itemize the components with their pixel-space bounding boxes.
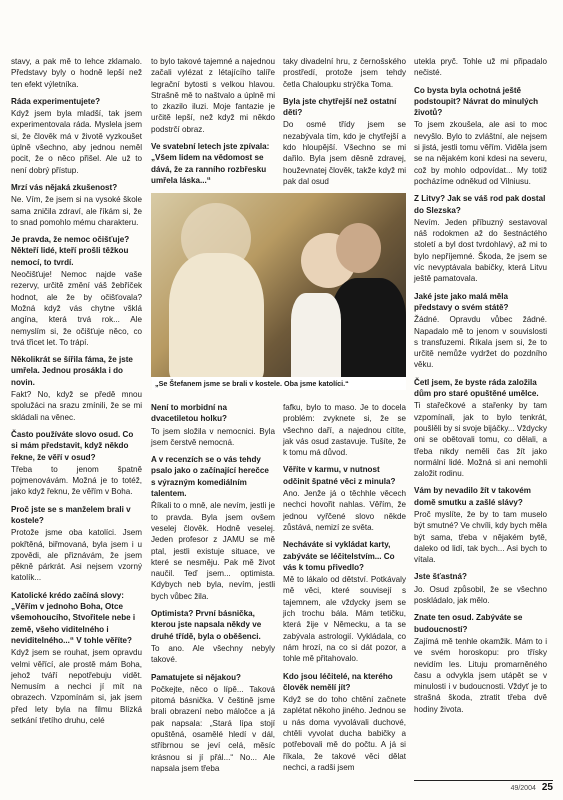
issue-number: 49/2004	[510, 785, 536, 792]
question: Vám by nevadilo žít v takovém domě smutku a zašlé slávy?	[414, 486, 531, 507]
wedding-photo	[151, 193, 406, 377]
answer: Fakt? No, když se předě mnou spolužáci na srazu zmínili, že se mi skládali na věnec.	[11, 390, 142, 422]
footer-rule	[414, 780, 553, 781]
question: Věříte v karmu, v nutnost odčinit špatné věci z minula?	[283, 465, 396, 486]
answer: Proč myslíte, že by to tam muselo být smutné? Ve chvíli, kdy bych měla být sama, třeba v nějakém bytě, daleko od lidí, tak bych... Asi bych to vítala.	[414, 509, 547, 565]
question: Necháváte si vykládat karty, zabýváte se léčitelstvím... Co vás k tomu přivedlo?	[283, 540, 395, 572]
answer: Protože jsme oba katolíci. Jsem pokřtěná, biřmovaná, byla jsem i u zpovědi, ale přiznávám, že jsem pěkně párkrát. Asi nejsem vzorný katolík...	[11, 528, 142, 583]
answer: Do osmé třídy jsem se nezabývala tím, kdo je chytřejší a kdo hloupější. Všechno se mi dařilo. Byla jsem děsně zdravej, houževnatej člověk, takže když mi pak dal osud	[283, 120, 406, 186]
answer: To ano. Ale všechny nebyly takové.	[151, 643, 275, 665]
answer: Neočišťuje! Nemoc najde vaše rezervy, určitě změní váš žebříček hodnot, ale že by očišťovala? Možná když vás chytne všklá angína, která trvá rok... Ale nemyslím si, že očišťuje něco, co trvá třicet let. To trápí.	[11, 270, 142, 347]
column-3-bottom	[283, 402, 406, 779]
answer: Když jsem se rouhat, jsem opravdu velmi věřící, ale prostě mám Boha, jehož tváří nepotřebuju vidět. Nemusím a nechci jí mít na obrazech. Vzpomínám si, jak jsem před lety byla na filmu Blízká setkání třetího druhu, celé	[11, 648, 142, 726]
question: Je pravda, že nemoc očišťuje? Někteří lidé, kteří prošli těžkou nemocí, to tvrdí.	[11, 235, 130, 267]
page-footer	[511, 782, 553, 793]
question: Ve svatební letech jste zpívala: „Všem lidem na vědomost se dává, že za ranního rozbřesku umřela láska...“	[151, 142, 270, 185]
answer: To jsem zkoušela, ale asi to moc nevyšlo. Bylo to zvláštní, ale nejsem si jistá, jestli tomu věřím. Viděla jsem se na nějakém koni kdesi na severu, což by mohlo odpovídat... My totiž pocházíme odněkud od Vilniusu.	[414, 120, 547, 186]
answer: Ne. Vím, že jsem si na vysoké škole sama zničila zdraví, ale říkám si, že to snad pomohlo mému charakteru.	[11, 195, 142, 227]
question: Proč jste se s manželem brali v kostele?	[11, 504, 131, 525]
answer: to bylo takové tajemné a najednou začali vylézat z létajícího talíře legrační bytosti s velkou hlavou. Strašně mě to naštvalo a úplně mi to zkazilo iluzi. Moje fantazie je určitě lepší, než když mi někdo podstrčí obraz.	[151, 57, 275, 134]
question: Jaké jste jako malá měla představy o svém státě?	[414, 291, 509, 312]
answer: To jsem složila v nemocnici. Byla jsem čerstvě nemocná.	[151, 426, 275, 447]
answer: Ti stařečkové a stařenky by tam vzpomínali, jak to bylo tenkrát, poušlěli by si svoje bijáčky... Vždycky oni se obětovali tomu, co dělali, a třeba nikdy neměli čas žít jako normální lidé. Možná si ani nemohli založit rodinu.	[414, 401, 547, 479]
question: Kdo jsou léčitelé, na kterého člověk nemělí jít?	[283, 671, 393, 692]
answer: Ano. Jenže já o těchhle věcech nechci hovořit nahlas. Věřím, že jednou vyřčené slovo někde zůstává, nemizí ze světa.	[283, 489, 406, 532]
answer: Když se do toho chtění začnete zaplétat někoho jiného. Jednou se u nás doma vyvolávali duchové, chtěli vyvolat ducha babičky a potřebovali mě do počtu. A já si říkala, že takové věci dělat nechci, a radši jsem	[283, 695, 406, 772]
question: Co bysta byla ochotná ještě podstoupit? Návrat do minulých životů?	[414, 85, 539, 118]
answer: fafku, bylo to maso. Je to docela problém: zvyknete si, že se všechno daří, a najednou cítíte, jak vás osud zastavuje. Tušíte, že k tomu má důvod.	[283, 403, 406, 458]
answer: Třeba to jenom špatně pojmenovávám. Možná je to totéž, jako když řeknu, že věřím v Boha.	[11, 464, 142, 497]
answer: Když jsem byla mladší, tak jsem experimentovala ráda. Myslela jsem si, že člověk má v životě vyzkoušet úplně všechno, aby jednou neměl pocit, že o něco přišel. Ale už to není dobrý přístup.	[11, 109, 142, 175]
column-3-top	[283, 56, 406, 193]
page-number: 25	[541, 782, 553, 793]
answer: taky divadelní hru, z černošského prostředí, protože jsem tehdy četla Chaloupku strýčka Toma.	[283, 57, 406, 89]
answer: Říkali to o mně, ale nevím, jestli je to pravda. Byla jsem ovšem veselej člověk. Hodně veselej. Jeden profesor z JAMU se mě ptal, jestli existuje situace, ve které se nesměju. Pak mě život naučil. Teď jsem... optimista. Kdybych neb byla, nevím, jestli bych vůbec žila.	[151, 501, 275, 601]
question: Není to morbidní na dvacetiletou holku?	[151, 403, 228, 424]
question: Několikrát se šířila fáma, že jste umřela. Jednou prosákla i do novin.	[11, 355, 133, 387]
column-1	[11, 56, 142, 732]
answer: stavy, a pak mě to lehce zklamalo. Představy byly o hodně lepší než ten efekt výletníka.	[11, 57, 142, 89]
column-2-bottom	[151, 402, 275, 780]
question: Jste šťastná?	[414, 572, 467, 582]
photo-caption: „Se Štefanem jsme se brali v kostele. Oba jsme katolíci.“	[152, 377, 406, 390]
question: Optimista? První básnička, kterou jste napsala někdy ve druhé třídě, byla o oběšenci.	[151, 609, 262, 641]
question: A v recenzích se o vás tehdy psalo jako o začínající herečce s výrazným komediálním talentem.	[151, 455, 269, 499]
answer: Počkejte, něco o lípě... Taková pitomá básnička. V češtině jsme brali obrazení nebo máločce a já pak napsala: „Stará lípa stojí opuštěná, osamělé hledí v dál, stříbrnou se jeví celá, měsíc krásnou si jí přál...“ No... Ale napsala jsem třeba	[151, 684, 275, 773]
question: Katolické krédo začíná slovy: „Věřím v jednoho Boha, Otce všemohoucího, Stvořitele nebe i země, všeho viditelného i neviditelného...“ V tohle věříte?	[11, 590, 136, 645]
answer: Zajímá mě tenhle okamžik. Mám to i ve svém horoskopu: pro třísky nevidím les. Lituju promarněného času a odvykla jsem utápět se v minulosti i v budoucnosti. Vždyť je to strašná škoda, ztratit třeba dvě hodiny života.	[414, 636, 547, 714]
question: Často používáte slovo osud. Co si mám představit, když někdo řekne, že věří v osud?	[11, 429, 134, 462]
answer: Žádné. Opravdu vůbec žádné. Napadalo mě to jenom v souvislosti s transfuzemi. Říkala jsem si, že to určitě nemůže vydržet do pozdního věku.	[414, 315, 547, 370]
question: Ráda experimentujete?	[11, 96, 101, 106]
question: Pamatujete si nějakou?	[151, 672, 241, 682]
question: Byla jste chytřejší než ostatní děti?	[283, 96, 397, 118]
column-4	[414, 56, 547, 721]
question: Znate ten osud. Zabýváte se budoucností?	[414, 613, 523, 634]
answer: utekla pryč. Tohle už mi připadalo nečisté.	[414, 57, 547, 78]
answer: Mě to lákalo od dětství. Potkávaly mě věci, které souvisejí s tajemnem, ale vždycky jsem se jich trochu bála. Mám tetičku, která žije v Německu, a ta se zabývala astrologií. Vykládala, co nám hrozí, na co si dát pozor, a tohle mě přitahovalo.	[283, 575, 406, 664]
question: Četl jsem, že byste ráda založila dům pro staré opuštěné umělce.	[414, 377, 539, 399]
question: Z Litvy? Jak se váš rod pak dostal do Slezska?	[414, 194, 546, 215]
answer: Nevím. Jeden příbuzný sestavoval náš rodokmen až do šestnáctého století a byl dost tvrdohlavý, až mi to bylo nepříjemné. Škoda, že jsem se víc nevyptávala babičky, která Litvu ještě pamatovala.	[414, 217, 547, 284]
question: Mrzí vás nějaká zkušenost?	[11, 182, 118, 192]
column-2-top	[151, 56, 275, 187]
answer: Jo. Osud způsobil, že se všechno poskládalo, jak mělo.	[414, 584, 547, 606]
